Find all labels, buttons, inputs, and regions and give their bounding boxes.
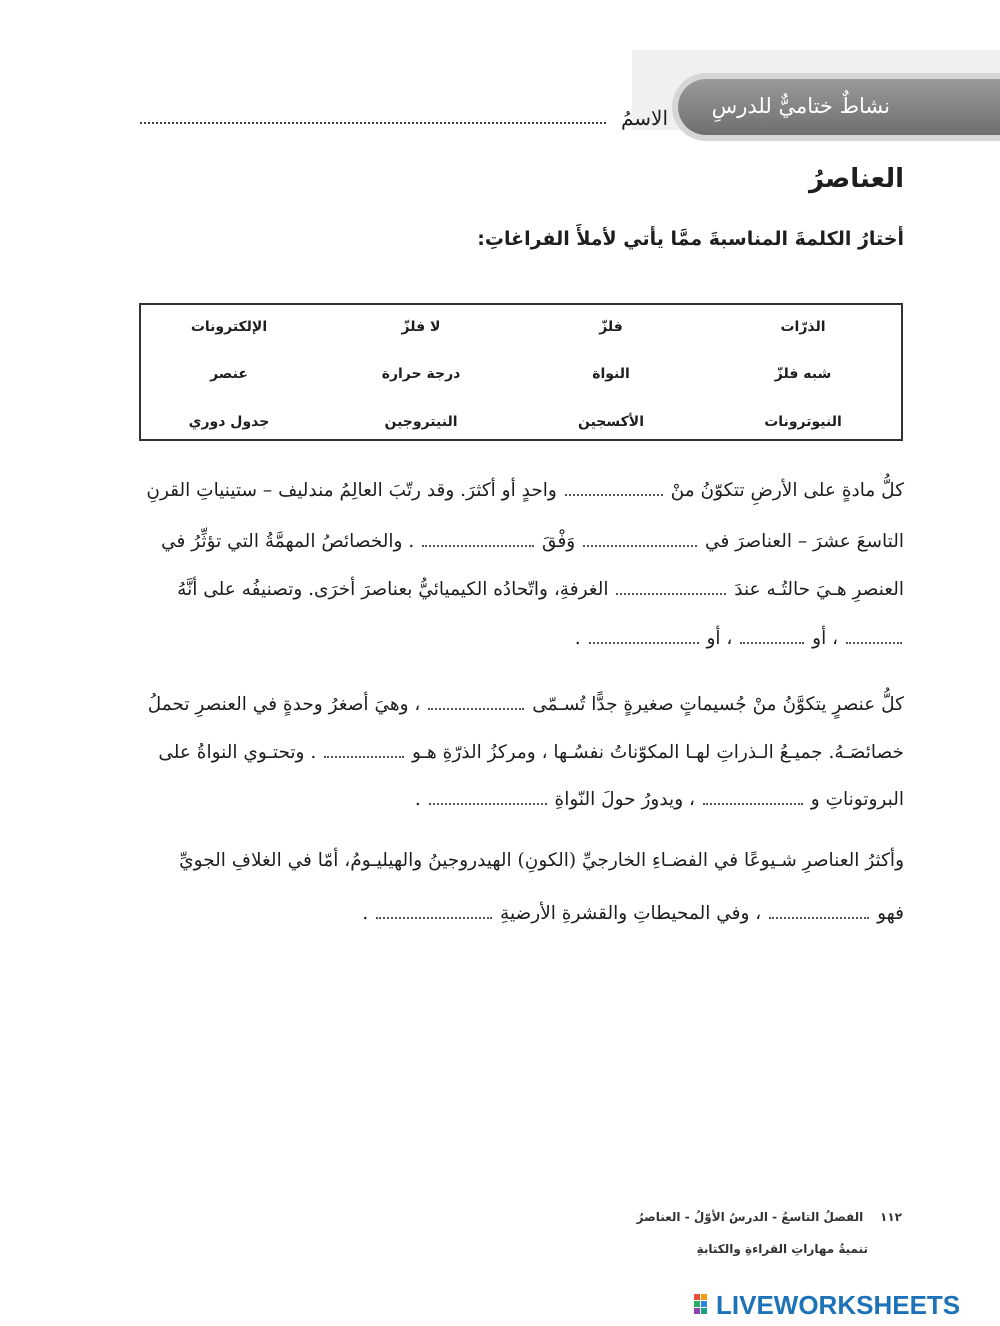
text-segment: واحدٍ أو أكثرَ. وقد رتّبَ العالِمُ مندليف – ستينياتِ القرنِ — [146, 480, 557, 501]
fill-blank[interactable] — [616, 575, 726, 595]
activity-tab-label: نشاطٌ ختاميٌّ للدرسِ — [711, 94, 890, 118]
word-bank-item: الأكسجين — [577, 414, 644, 430]
brand-wordmark: LIVEWORKSHEETS — [716, 1290, 961, 1320]
text-segment: . — [574, 628, 581, 649]
paragraph-line — [362, 899, 904, 928]
word-bank-item: جدول دوري — [188, 414, 270, 430]
page-number: ١١٢ — [880, 1210, 902, 1224]
paragraph-line — [158, 738, 904, 767]
text-segment: . وتحتـوي النواةُ على — [158, 742, 317, 763]
liveworksheets-logo — [690, 1290, 992, 1322]
instruction-text: أختارُ الكلمةَ المناسبةَ ممَّا يأتي لأملأَ الفراغاتِ: — [477, 228, 904, 250]
fill-blank[interactable] — [703, 785, 803, 805]
name-label: الاسمُ — [620, 106, 668, 130]
fill-blank[interactable] — [583, 527, 697, 547]
text-segment: . والخصائصُ المهمَّةُ التي تؤثِّرُ في — [161, 531, 415, 552]
fill-blank[interactable] — [846, 624, 902, 644]
text-segment: التاسعَ عشرَ – العناصرَ في — [705, 531, 904, 552]
word-bank-item: النيتروجين — [384, 414, 458, 430]
text-segment: الغرفةِ، واتّحادُه الكيميائيُّ بعناصرَ أخرَى. وتصنيفُه على أنَّهُ — [177, 579, 609, 600]
chapter-reference: الفصلُ التاسعُ - الدرسُ الأوّلُ - العناصرُ — [636, 1210, 864, 1224]
word-bank-item: شبه فلزّ — [774, 366, 832, 382]
fill-blank[interactable] — [324, 738, 404, 758]
logo-square-icon — [694, 1308, 700, 1314]
fill-blank[interactable] — [565, 476, 663, 496]
text-segment: . — [414, 789, 421, 810]
text-segment: كلُّ عنصرٍ يتكوَّنُ منْ جُسيماتٍ صغيرةٍ جدًّا تُسـمّى — [532, 694, 904, 715]
logo-square-icon — [701, 1294, 707, 1300]
fill-blank[interactable] — [740, 624, 804, 644]
name-field[interactable] — [140, 122, 606, 124]
paragraph-line — [177, 575, 904, 604]
text-segment: كلُّ مادةٍ على الأرضِ تتكوّنُ منْ — [670, 480, 904, 501]
paragraph-line: وأكثرُ العناصرِ شـيوعًا في الفضـاءِ الخارجيِّ (الكونِ) الهيدروجينُ والهيليـومُ، أمّا في الغلافِ الجويِّ — [179, 850, 904, 871]
text-segment: ، وفي المحيطاتِ والقشرةِ الأرضيةِ — [500, 903, 762, 924]
fill-blank[interactable] — [769, 899, 869, 919]
page-title: العناصرُ — [808, 164, 904, 194]
text-segment: البروتوناتِ و — [810, 789, 904, 810]
text-segment: وَفْقَ — [542, 531, 576, 552]
word-bank-item: الإلكترونات — [190, 319, 268, 335]
word-bank-item: النيوترونات — [764, 414, 842, 430]
fill-blank[interactable] — [589, 624, 699, 644]
paragraph-line — [415, 785, 904, 814]
book-subtitle: تنميةُ مهاراتِ القراءةِ والكتابةِ — [696, 1242, 868, 1256]
text-segment: ، ويدورُ حولَ النّواةِ — [554, 789, 695, 810]
text-segment: ، وهيَ أصغرُ وحدةٍ في العنصرِ تحملُ — [147, 694, 421, 715]
page-footer — [600, 1210, 902, 1224]
paragraph-line — [148, 690, 904, 719]
word-bank-item: النواة — [592, 366, 630, 382]
fill-blank[interactable] — [429, 785, 547, 805]
paragraph-line — [575, 624, 904, 653]
word-bank-item: فلزّ — [599, 319, 623, 335]
text-segment: العنصرِ هـيَ حالتُـه عندَ — [734, 579, 904, 600]
fill-blank[interactable] — [422, 527, 534, 547]
logo-square-icon — [694, 1294, 700, 1300]
word-bank-item: عنصر — [210, 366, 248, 382]
logo-square-icon — [701, 1308, 707, 1314]
fill-blank[interactable] — [428, 690, 524, 710]
logo-square-icon — [701, 1301, 707, 1307]
paragraph-line — [161, 527, 904, 556]
word-bank-item: درجة حرارة — [381, 366, 461, 382]
word-bank — [139, 303, 903, 441]
logo-square-icon — [694, 1301, 700, 1307]
paragraph-line — [146, 476, 904, 505]
text-segment: خصائصَـهُ. جميـعُ الـذراتِ لهـا المكوّناتُ نفسُـها ، ومركزُ الذرّةِ هـو — [412, 742, 904, 763]
text-segment: ، أو — [812, 628, 839, 649]
fill-blank[interactable] — [376, 899, 492, 919]
text-segment: . — [362, 903, 369, 924]
word-bank-item: الذرّات — [780, 319, 826, 335]
text-segment: فهو — [877, 903, 904, 924]
text-segment: ، أو — [706, 628, 733, 649]
word-bank-item: لا فلزّ — [401, 319, 441, 335]
